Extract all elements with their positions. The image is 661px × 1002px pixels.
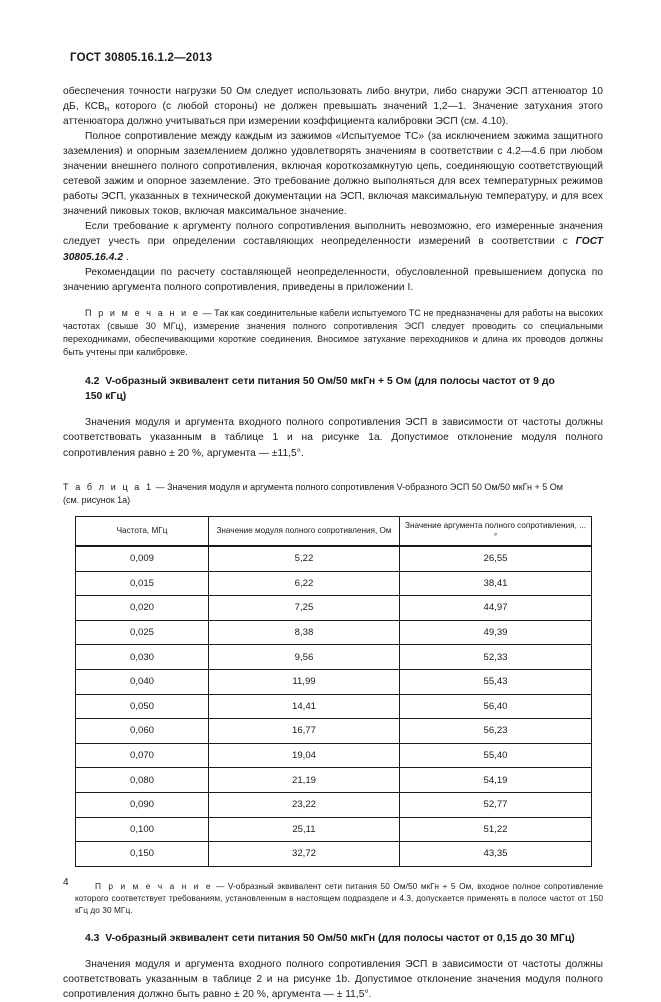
impedance-table bbox=[75, 516, 592, 867]
cell-argument: 56,40 bbox=[400, 694, 592, 719]
table1-caption-label: Т а б л и ц а 1 bbox=[63, 481, 154, 492]
cell-frequency: 0,080 bbox=[76, 768, 209, 793]
cell-frequency: 0,050 bbox=[76, 694, 209, 719]
cell-modulus: 21,19 bbox=[209, 768, 400, 793]
column-header-modulus: Значение модуля полного сопротивления, Ом bbox=[209, 516, 400, 546]
para3-text-a: Если требование к аргументу полного сопротивления выполнить невозможно, его измеренные значения следует учесть при определении составляющих неопределенности измерений в соответствии с bbox=[63, 221, 603, 248]
table1-caption-text: — Значения модуля и аргумента полного сопротивления V-образного ЭСП 50 Ом/50 мкГн + 5 Ом bbox=[153, 481, 563, 492]
table1-note-label: П р и м е ч а н и е bbox=[95, 880, 213, 891]
cell-argument: 55,40 bbox=[400, 743, 592, 768]
section-42-title-line1: V-образный эквивалент сети питания 50 Ом/50 мкГн + 5 Ом (для полосы частот от 9 до bbox=[105, 376, 555, 388]
table-header-row bbox=[76, 516, 592, 546]
cell-modulus: 6,22 bbox=[209, 571, 400, 596]
note-block bbox=[63, 307, 603, 359]
cell-modulus: 23,22 bbox=[209, 792, 400, 817]
table-header bbox=[76, 516, 592, 546]
para1-text-b: которого (с любой стороны) не должен превышать значений 1,2—1. Значение затухания этого аттенюатора должно учитываться при измерении коэффициента калибровки ЭСП (см. 4.10). bbox=[63, 101, 603, 128]
cell-frequency: 0,040 bbox=[76, 669, 209, 694]
cell-argument: 44,97 bbox=[400, 596, 592, 621]
paragraph-section-43: Значения модуля и аргумента входного полного сопротивления ЭСП в зависимости от частоты должны соответствовать указанным в таблице 2 и на рисунке 1b. Допустимое отклонение значения модуля полного сопротивления должно быть равно ± 20 %, аргумента — ± 11,5°. bbox=[63, 959, 603, 1001]
table-row bbox=[76, 792, 592, 817]
section-43-title: V-образный эквивалент сети питания 50 Ом/50 мкГн (для полосы частот от 0,15 до 30 МГц) bbox=[105, 932, 575, 944]
cell-modulus: 5,22 bbox=[209, 546, 400, 571]
table-row bbox=[76, 817, 592, 842]
table-row bbox=[76, 669, 592, 694]
table-row bbox=[76, 719, 592, 744]
cell-frequency: 0,100 bbox=[76, 817, 209, 842]
cell-frequency: 0,090 bbox=[76, 792, 209, 817]
cell-argument: 52,33 bbox=[400, 645, 592, 670]
cell-modulus: 19,04 bbox=[209, 743, 400, 768]
cell-modulus: 14,41 bbox=[209, 694, 400, 719]
para3-text-b: . bbox=[123, 251, 129, 263]
cell-frequency: 0,025 bbox=[76, 620, 209, 645]
table-row bbox=[76, 620, 592, 645]
cell-modulus: 8,38 bbox=[209, 620, 400, 645]
table-row bbox=[76, 694, 592, 719]
section-heading-42 bbox=[63, 374, 603, 404]
cell-frequency: 0,030 bbox=[76, 645, 209, 670]
table-body bbox=[76, 546, 592, 866]
standard-header: ГОСТ 30805.16.1.2—2013 bbox=[70, 52, 213, 64]
section-42-number: 4.2 bbox=[85, 376, 100, 388]
cell-frequency: 0,150 bbox=[76, 842, 209, 867]
table-row bbox=[76, 768, 592, 793]
table-row bbox=[76, 571, 592, 596]
cell-argument: 49,39 bbox=[400, 620, 592, 645]
paragraph-continuation bbox=[63, 84, 603, 129]
paragraph-impedance: Полное сопротивление между каждым из зажимов «Испытуемое ТС» (за исключением зажима защитного заземления) и опорным заземлением должно удовлетворять значениям в соответствии с 4.2—4.6 при любом значении внешнего полного сопротивления, включая короткозамкнутую цепь, соединяющую соответствующий сетевой зажим и опорное заземление. Это требование должно выполняться для всех температурных режимов работы ЭСП, указанных в технической документации на ЭСП, включая максимальную температуру, и для всех значений пиковых токов, включая максимальное значение. bbox=[63, 131, 603, 218]
cell-modulus: 16,77 bbox=[209, 719, 400, 744]
column-header-frequency: Частота, МГц bbox=[76, 516, 209, 546]
column-header-argument: Значение аргумента полного сопротивления, ...° bbox=[400, 516, 592, 546]
note-label: П р и м е ч а н и е bbox=[85, 307, 200, 318]
table1-note bbox=[75, 880, 603, 916]
cell-argument: 52,77 bbox=[400, 792, 592, 817]
page-number: 4 bbox=[63, 877, 69, 888]
paragraph-section-42: Значения модуля и аргумента входного полного сопротивления ЭСП в зависимости от частоты должны соответствовать указанным в таблице 1 и на рисунке 1a. Допустимое отклонение модуля полного сопротивления равно ± 20 %, аргумента — ±11,5°. bbox=[63, 417, 603, 459]
section-42-title-line2: 150 кГц) bbox=[85, 391, 127, 403]
paragraph-argument bbox=[63, 219, 603, 264]
cell-modulus: 25,11 bbox=[209, 817, 400, 842]
section-heading-43 bbox=[63, 931, 603, 946]
table-row bbox=[76, 743, 592, 768]
cell-modulus: 32,72 bbox=[209, 842, 400, 867]
table-row bbox=[76, 842, 592, 867]
cell-modulus: 7,25 bbox=[209, 596, 400, 621]
cell-modulus: 11,99 bbox=[209, 669, 400, 694]
cell-argument: 56,23 bbox=[400, 719, 592, 744]
cell-frequency: 0,015 bbox=[76, 571, 209, 596]
cell-argument: 51,22 bbox=[400, 817, 592, 842]
para1-text-a: обеспечения точности нагрузки 50 Ом следует использовать либо внутри, либо снаружи ЭСП аттенюатор 10 дБ, КСВ bbox=[63, 86, 603, 113]
para1-subscript: н bbox=[104, 104, 110, 114]
cell-modulus: 9,56 bbox=[209, 645, 400, 670]
page-content bbox=[63, 84, 603, 1002]
table-row bbox=[76, 596, 592, 621]
cell-argument: 26,55 bbox=[400, 546, 592, 571]
paragraph-recommendations: Рекомендации по расчету составляющей неопределенности, обусловленной превышением допуска по значению аргумента полного сопротивления, приведены в приложении I. bbox=[63, 266, 603, 293]
section-43-number: 4.3 bbox=[85, 932, 100, 944]
cell-argument: 43,35 bbox=[400, 842, 592, 867]
cell-argument: 55,43 bbox=[400, 669, 592, 694]
cell-frequency: 0,020 bbox=[76, 596, 209, 621]
table1-caption bbox=[63, 481, 603, 507]
gost-reference: ГОСТ 30805.16.4.2 bbox=[63, 236, 603, 263]
cell-frequency: 0,009 bbox=[76, 546, 209, 571]
table1-note-body: — V-образный эквивалент сети питания 50 Ом/50 мкГн + 5 Ом, входное полное сопротивление которого соответствует требованиям, установленным в настоящем подразделе и 4.3, допускается применять в полосе частот от 150 кГц до 30 МГц. bbox=[75, 880, 603, 915]
cell-frequency: 0,060 bbox=[76, 719, 209, 744]
cell-argument: 54,19 bbox=[400, 768, 592, 793]
table1-caption-line2: (см. рисунок 1a) bbox=[63, 494, 131, 505]
table-row bbox=[76, 645, 592, 670]
cell-argument: 38,41 bbox=[400, 571, 592, 596]
cell-frequency: 0,070 bbox=[76, 743, 209, 768]
note-body: — Так как соединительные кабели испытуемого ТС не предназначены для работы на высоких частотах (свыше 30 МГц), измерение значения полного сопротивления ЭСП следует проводить со специальными переходниками, обеспечивающими короткие соединения. Вносимое затухание переходников и длина их проводов должны быть учтены при калибровке. bbox=[63, 307, 603, 357]
table-row bbox=[76, 546, 592, 571]
